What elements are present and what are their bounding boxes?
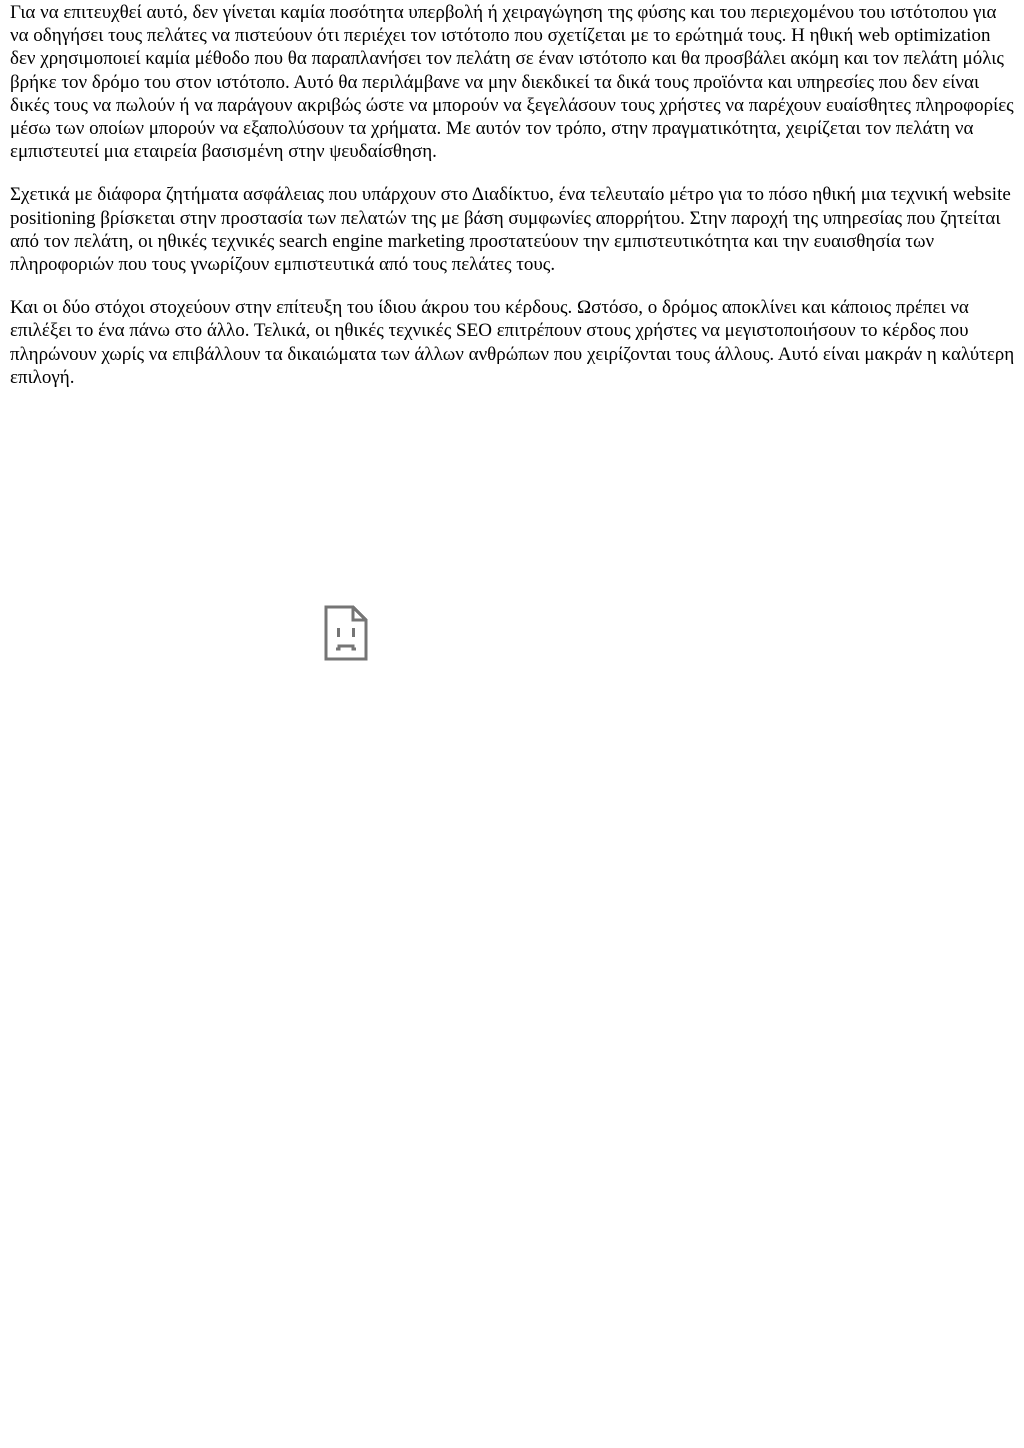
article-paragraph-3: Και οι δύο στόχοι στοχεύουν στην επίτευξη του ίδιου άκρου του κέρδους. Ωστόσο, ο δρόμος αποκλίνει και κάποιος πρέπει να επιλέξει το ένα πάνω στο άλλο. Τελικά, οι ηθικές τεχνικές SEO επιτρέπουν στους χρήστες να μεγιστοποιήσουν το κέρδος που πληρώνουν χωρίς να επιβάλλουν τα δικαιώματα των άλλων ανθρώπων που χειρίζονται τους άλλους. Αυτό είναι μακράν η καλύτερη επιλογή. <box>10 297 1015 388</box>
article-paragraph-1: Για να επιτευχθεί αυτό, δεν γίνεται καμία ποσότητα υπερβολή ή χειραγώγηση της φύσης και του περιεχομένου του ιστότοπου για να οδηγήσει τους πελάτες να πιστεύουν ότι περιέχει τον ιστότοπο που σχετίζεται με το ερώτημά τους. Η ηθική web optimization δεν χρησιμοποιεί καμία μέθοδο που θα παραπλανήσει τον πελάτη σε έναν ιστότοπο και θα προσβάλει ακόμη και τον πελάτη μόλις βρήκε τον δρόμο του στον ιστότοπο. Αυτό θα περιλάμβανε να μην διεκδικεί τα δικά τους προϊόντα και υπηρεσίες που δεν είναι δικές τους να πωλούν ή να παράγουν ακριβώς ώστε να μπορούν να ξεγελάσουν τους χρήστες να παρέχουν ευαίσθητες πληροφορίες μέσω των οποίων μπορούν να εξαπολύσουν τα χρήματα. Με αυτόν τον τρόπο, στην πραγματικότητα, χειρίζεται τον πελάτη να εμπιστευτεί μια εταιρεία βασισμένη στην ψευδαίσθηση. <box>10 2 1014 163</box>
broken-image-icon <box>323 604 369 662</box>
article-paragraph-2: Σχετικά με διάφορα ζητήματα ασφάλειας που υπάρχουν στο Διαδίκτυο, ένα τελευταίο μέτρο για το πόσο ηθική μια τεχνική website positioning βρίσκεται στην προστασία των πελατών της με βάση συμφωνίες απορρήτου. Στην παροχή της υπηρεσίας που ζητείται από τον πελάτη, οι ηθικές τεχνικές search engine marketing προστατεύουν την εμπιστευτικότητα και την ευαισθησία των πληροφοριών που τους γνωρίζουν εμπιστευτικά από τους πελάτες τους. <box>10 184 1011 276</box>
article-body <box>10 0 1016 409</box>
